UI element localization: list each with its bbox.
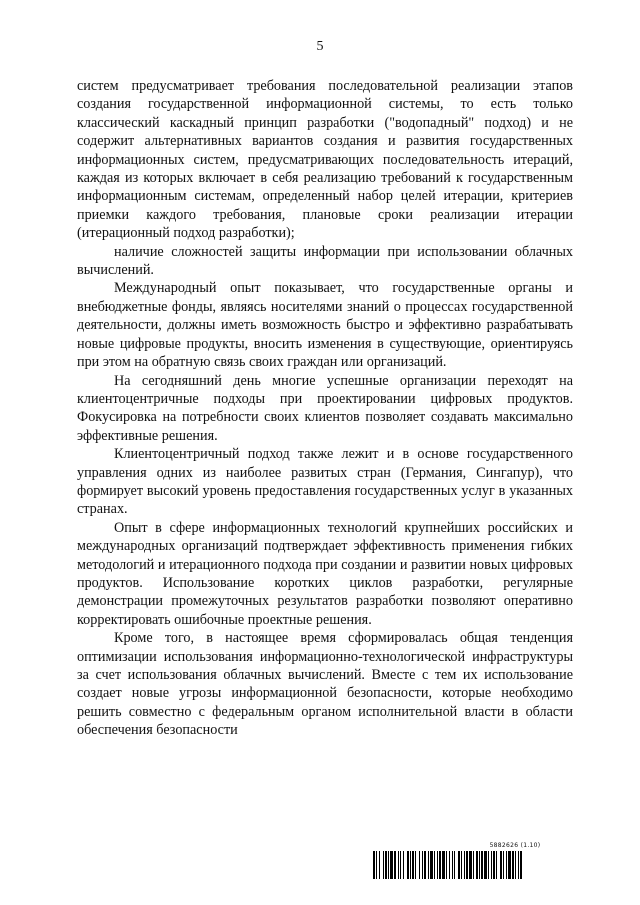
barcode-bar xyxy=(522,851,525,879)
paragraph-4: На сегодняшний день многие успешные организации переходят на клиентоцентричные подходы при проектировании цифровых продуктов. Фокусировка на потребности своих клиентов позволяет создавать максимально эффективные решения. xyxy=(77,372,573,444)
paragraph-1: систем предусматривает требования последовательной реализации этапов создания государственной информационной системы, то есть только классический каскадный принцип разработки ("водопадный" подход) и не содержит альтернативных вариантов создания и развития государственных информационных систем, предусматривающих последовательность итераций, каждая из которых включает в себя реализацию требований к государственным информационным системам, определенный набор целей итерации, критериев приемки каждого требования, плановые сроки реализации итерации (итерационный подход разработки); xyxy=(77,78,573,242)
barcode-label: 5882626 (1.10) xyxy=(489,842,541,849)
paragraph-3: Международный опыт показывает, что государственные органы и внебюджетные фонды, являясь носителями знаний о процессах государственной деятельности, должны иметь возможность быстро и эффективно разрабатывать новые цифровые продукты, вносить изменения в существующие, ориентируясь при этом на обратную связь своих граждан или организаций. xyxy=(77,280,573,371)
document-body xyxy=(77,77,573,740)
paragraph-5: Клиентоцентричный подход также лежит и в основе государственного управления одних из наиболее развитых стран (Германия, Сингапур), что формирует высокий уровень предоставления государственных услуг в указанных странах. xyxy=(77,446,573,518)
barcode xyxy=(373,851,573,879)
paragraph-6: Опыт в сфере информационных технологий крупнейших российских и международных организаций подтверждает эффективность применения гибких методологий и итерационного подхода при создании и развитии новых цифровых продуктов. Использование коротких циклов разработки, регулярные демонстрации промежуточных результатов разработки позволяют оперативно корректировать ошибочные проектные решения. xyxy=(77,519,573,628)
paragraph-2: наличие сложностей защиты информации при использовании облачных вычислений. xyxy=(77,243,573,279)
paragraph-7: Кроме того, в настоящее время сформировалась общая тенденция оптимизации использования информационно-технологической инфраструктуры за счет использования облачных вычислений. Вместе с тем их использование создает новые угрозы информационной безопасности, которые необходимо решить совместно с федеральным органом исполнительной власти в области обеспечения безопасности xyxy=(77,630,573,739)
page-number: 5 xyxy=(316,39,324,54)
